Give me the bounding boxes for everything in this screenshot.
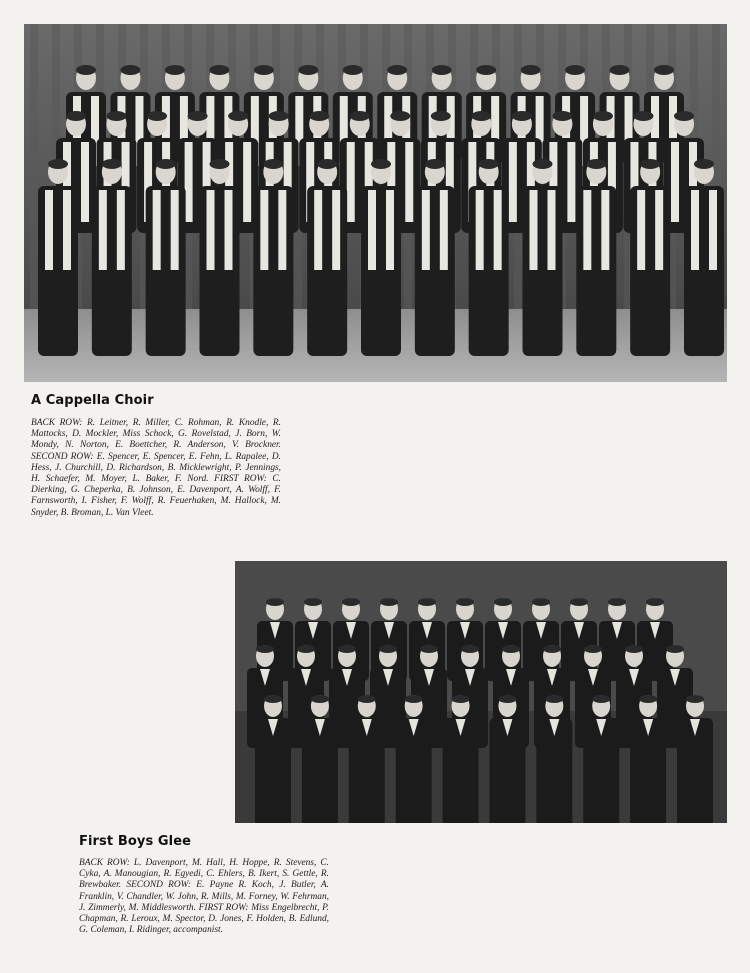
- choir-photo: [24, 24, 727, 382]
- glee-heading: First Boys Glee: [79, 834, 192, 849]
- glee-caption: BACK ROW: L. Davenport, M. Hall, H. Hoppe, R. Stevens, C. Cyka, A. Manougian, R. Egyedi, C. Ehlers, B. Ikert, S. Gettle, R. Brewbaker. SECOND ROW: E. Payne R. Koch, J. Butler, A. Franklin, V. Chandler, W. John, R. Mills, M. Forney, W. Fehrman, J. Zimmerly, M. Middlesworth. FIRST ROW: Miss Engelbrecht, P. Chapman, R. Leroux, M. Spector, D. Jones, F. Holden, B. Edlund, G. Coleman, I. Ridinger, accompanist.: [79, 858, 329, 936]
- choir-heading: A Cappella Choir: [31, 393, 154, 408]
- glee-photo: [235, 561, 727, 823]
- choir-caption: BACK ROW: R. Leitner, R. Miller, C. Rohman, R. Knodle, R. Mattocks, D. Mockler, Miss Schock, G. Rovelstad, J. Born, W. Mondy, N. Norton, E. Boettcher, R. Anderson, V. Brockner. SECOND ROW: E. Spencer, E. Spencer, E. Fehn, L. Rapalee, D. Hess, J. Churchill, D. Richardson, B. Micklewright, P. Jennings, H. Schaefer, M. Moyer, L. Baker, F. Nord. FIRST ROW: C. Dierking, G. Cheperka, B. Johnson, E. Davenport, A. Wolff, F. Farnsworth, I. Fisher, F. Wolff, R. Feuerhaken, M. Hallock, M. Snyder, B. Broman, L. Van Vleet.: [31, 418, 281, 518]
